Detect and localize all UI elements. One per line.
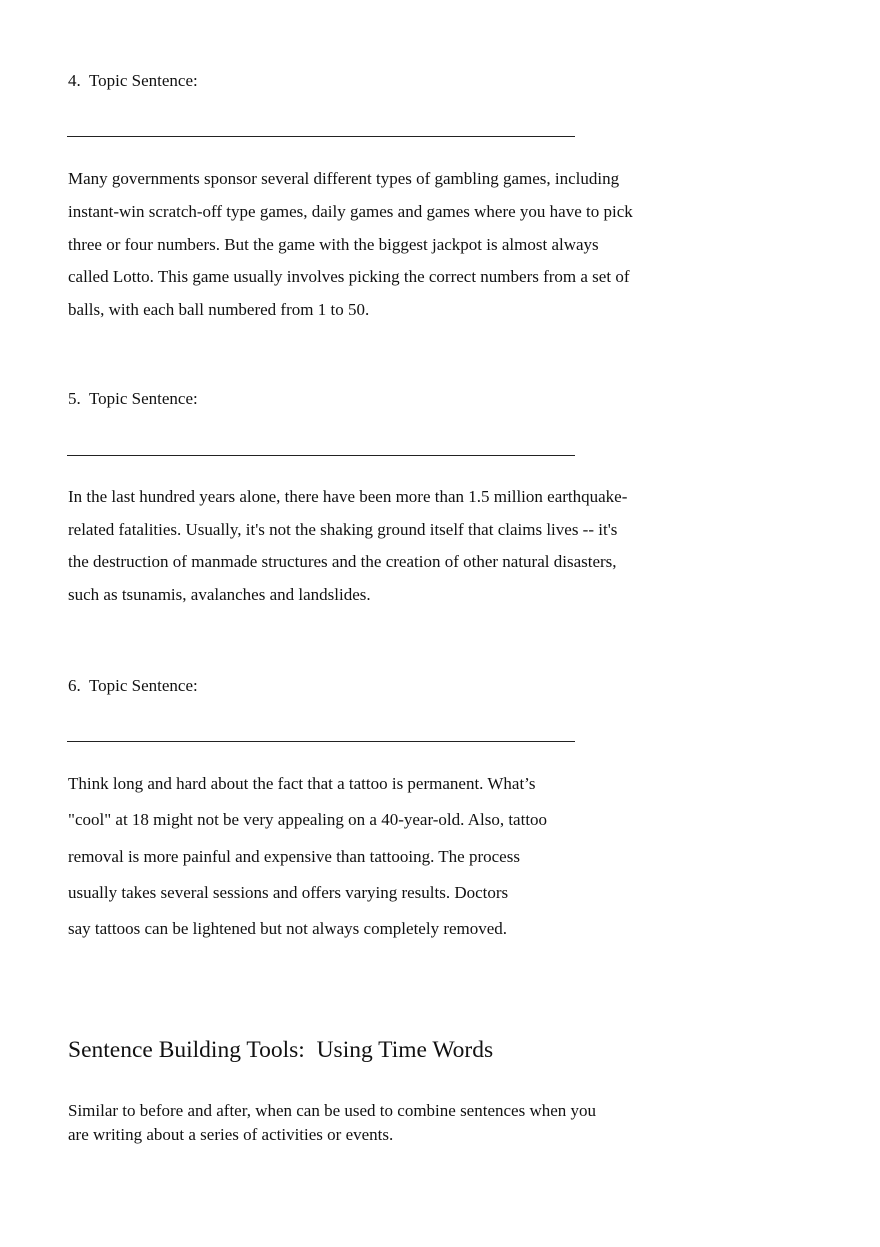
paragraph-line: Many governments sponsor several different types of gambling games, including	[68, 169, 620, 188]
paragraph-line: balls, with each ball numbered from 1 to 50.	[68, 300, 370, 319]
paragraph-line: three or four numbers. But the game with the biggest jackpot is almost always	[68, 234, 599, 254]
paragraph-line: say tattoos can be lightened but not always completely removed.	[68, 919, 508, 938]
paragraph-line: instant-win scratch-off type games, daily games and games where you have to pick	[68, 201, 633, 221]
paragraph-line: usually takes several sessions and offers varying results. Doctors	[68, 882, 509, 902]
paragraph-line: removal is more painful and expensive than tattooing. The process	[68, 846, 520, 866]
section-intro	[68, 1099, 596, 1146]
exercise-4-label: 4. Topic Sentence:	[68, 71, 198, 90]
intro-line: are writing about a series of activities or events.	[68, 1124, 394, 1144]
paragraph-line: In the last hundred years alone, there have been more than 1.5 million earthquake-	[68, 487, 628, 506]
paragraph-line: related fatalities. Usually, it's not the shaking ground itself that claims lives -- it's	[68, 519, 618, 539]
exercise-6-answer-line	[67, 741, 575, 742]
exercise-4-answer-line	[67, 136, 575, 137]
exercise-4-paragraph	[68, 163, 633, 327]
paragraph-line: such as tsunamis, avalanches and landslides.	[68, 584, 371, 604]
paragraph-line: the destruction of manmade structures and the creation of other natural disasters,	[68, 552, 617, 571]
section-heading: Sentence Building Tools: Using Time Words	[68, 1037, 494, 1063]
exercise-6-label: 6. Topic Sentence:	[68, 676, 198, 695]
exercise-6-paragraph	[68, 766, 547, 947]
paragraph-line: called Lotto. This game usually involves picking the correct numbers from a set of	[68, 267, 630, 287]
paragraph-line: "cool" at 18 might not be very appealing on a 40-year-old. Also, tattoo	[68, 810, 548, 830]
exercise-5-paragraph	[68, 481, 627, 611]
paragraph-line: Think long and hard about the fact that a tattoo is permanent. What’s	[68, 774, 536, 793]
exercise-5-label: 5. Topic Sentence:	[68, 389, 198, 408]
intro-line: Similar to before and after, when can be used to combine sentences when you	[68, 1101, 597, 1120]
exercise-5-answer-line	[67, 455, 575, 456]
